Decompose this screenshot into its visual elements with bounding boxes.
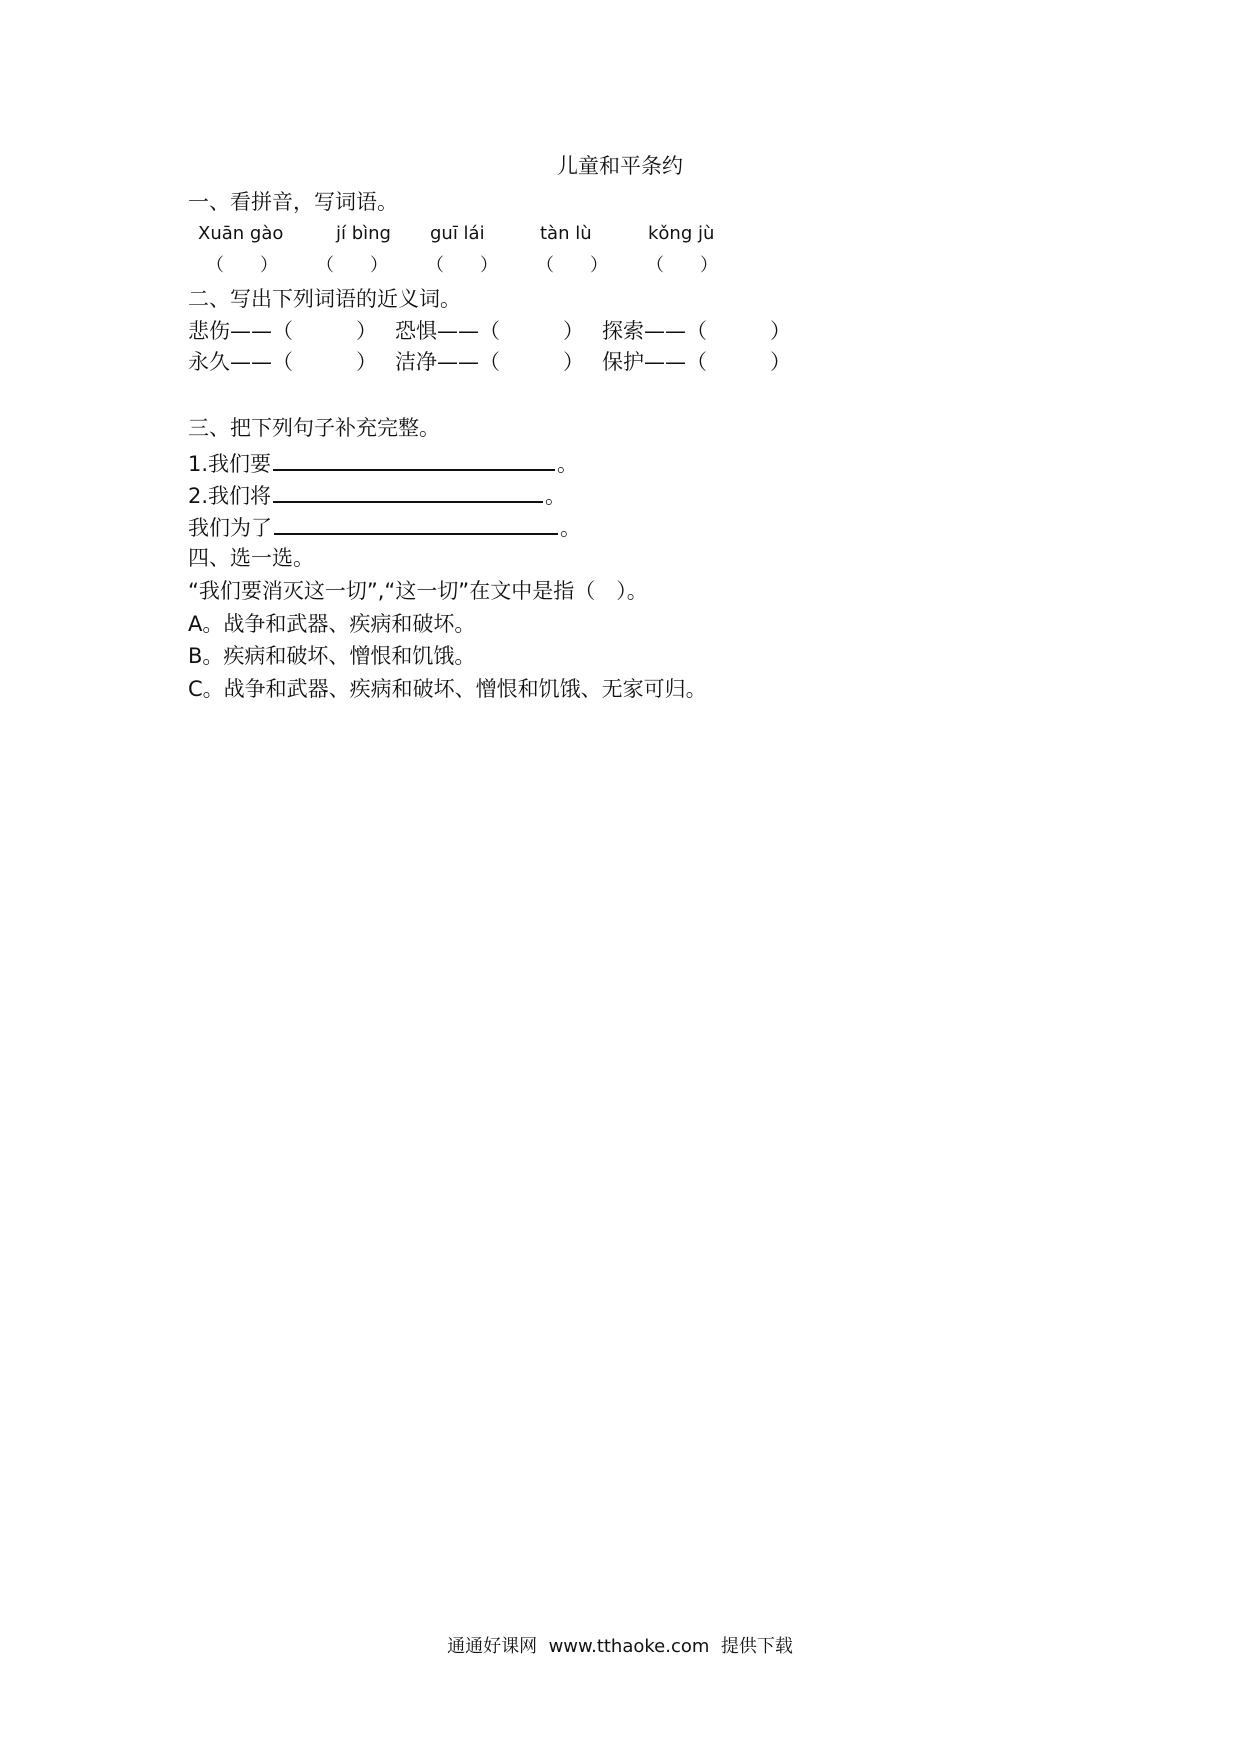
synonym-item: 永久——（ ） <box>188 350 377 374</box>
answer-blank-4: （ ） <box>536 255 608 276</box>
sentence-1 <box>188 447 578 478</box>
sentence-2-blank <box>273 479 543 503</box>
option-c: C。战争和武器、疾病和破坏、憎恨和饥饿、无家可归。 <box>188 677 707 701</box>
page-title: 儿童和平条约 <box>557 154 683 178</box>
pinyin-1: Xuān gào <box>198 223 284 244</box>
answer-blank-3: （ ） <box>426 255 498 276</box>
pinyin-5: kǒng jù <box>648 223 715 244</box>
synonym-item: 恐惧——（ ） <box>395 319 584 343</box>
section1-heading: 一、看拼音，写词语。 <box>188 190 398 214</box>
pinyin-3: guī lái <box>430 223 485 244</box>
section2-heading: 二、写出下列词语的近义词。 <box>188 287 461 311</box>
answer-blank-5: （ ） <box>646 255 718 276</box>
answer-blank-2: （ ） <box>316 255 388 276</box>
answer-blank-1: （ ） <box>206 255 278 276</box>
section4-heading: 四、选一选。 <box>188 546 314 570</box>
sentence-2 <box>188 479 566 510</box>
synonym-item: 保护——（ ） <box>602 350 791 374</box>
section3-heading: 三、把下列句子补充完整。 <box>188 416 440 440</box>
synonym-item: 探索——（ ） <box>602 319 791 343</box>
question-text: “我们要消灭这一切”,“这一切”在文中是指（ ）。 <box>188 579 648 603</box>
footer-credit: 通通好课网 www.tthaoke.com 提供下载 <box>447 1636 793 1657</box>
sentence-2-suffix: 。 <box>545 484 567 508</box>
sentence-3-blank <box>274 511 558 535</box>
option-b: B。疾病和破坏、憎恨和饥饿。 <box>188 644 476 668</box>
sentence-3-prefix: 我们为了 <box>188 516 272 540</box>
sentence-3 <box>188 511 581 542</box>
synonym-item: 悲伤——（ ） <box>188 319 377 343</box>
sentence-1-blank <box>273 447 555 471</box>
sentence-1-suffix: 。 <box>557 452 579 476</box>
sentence-3-suffix: 。 <box>560 516 581 540</box>
sentence-2-prefix: 2.我们将 <box>188 484 272 508</box>
option-a: A。战争和武器、疾病和破坏。 <box>188 612 476 636</box>
sentence-1-prefix: 1.我们要 <box>188 452 272 476</box>
synonym-item: 洁净——（ ） <box>395 350 584 374</box>
pinyin-2: jí bìng <box>336 223 391 244</box>
pinyin-4: tàn lù <box>540 223 592 244</box>
